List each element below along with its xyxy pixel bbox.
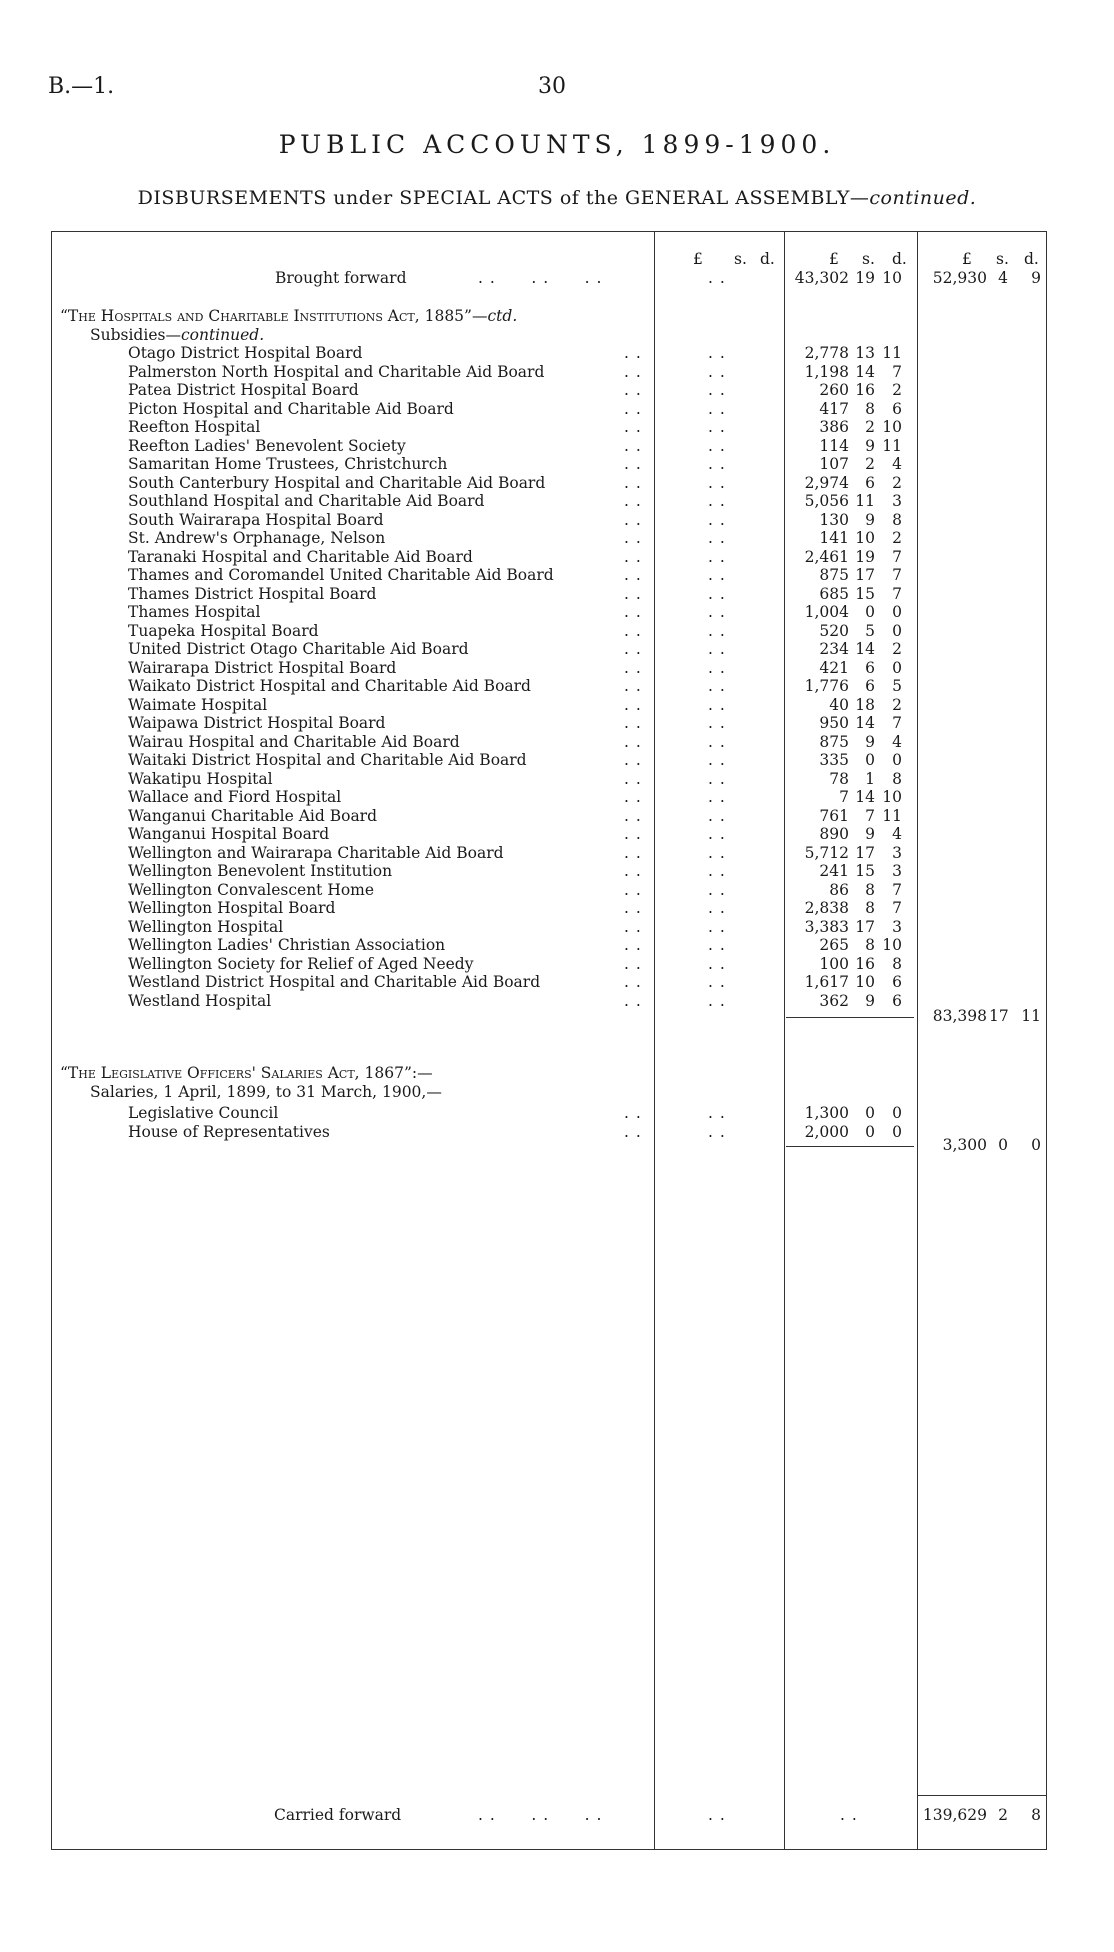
row-leaders: . .	[624, 917, 642, 936]
brought-forward-pence: 10	[882, 269, 902, 287]
row-shillings: 5	[865, 621, 875, 640]
row-pounds: 130	[819, 510, 849, 529]
col3-d-header: d.	[1024, 250, 1039, 268]
row-name: South Wairarapa Hospital Board	[128, 510, 384, 529]
row-pence: 6	[892, 991, 902, 1010]
row-col1-dots: . .	[708, 381, 726, 399]
row-shillings: 9	[865, 436, 875, 455]
col2-pound-header: £	[829, 250, 839, 268]
row-pence: 5	[892, 677, 902, 695]
row-col1-dots: . .	[708, 547, 726, 566]
row-pounds: 5,056	[804, 492, 849, 510]
row-name: Waipawa District Hospital Board	[128, 714, 386, 732]
row-shillings: 6	[865, 677, 875, 695]
row-col1-dots: . .	[708, 991, 726, 1010]
row-name: Thames Hospital	[128, 603, 261, 621]
row-leaders: . .	[624, 695, 642, 714]
row-pounds: 1,198	[804, 362, 849, 381]
row-shillings: 2	[865, 418, 875, 436]
legislative-total-shillings: 0	[998, 1136, 1008, 1154]
row-pence: 4	[892, 455, 902, 473]
row-leaders: . .	[624, 418, 642, 436]
row-leaders: . .	[624, 566, 642, 584]
row-name: Legislative Council	[128, 1104, 279, 1122]
row-pence: 7	[892, 880, 902, 899]
row-name: Wairau Hospital and Charitable Aid Board	[128, 732, 460, 751]
row-name: Wellington Society for Relief of Aged Needy	[128, 954, 474, 973]
row-name: Samaritan Home Trustees, Christchurch	[128, 455, 448, 473]
row-pence: 0	[892, 1104, 902, 1122]
col3-s-header: s.	[996, 250, 1009, 268]
col1-s-header: s.	[734, 250, 747, 268]
row-col1-dots: . .	[708, 436, 726, 455]
row-shillings: 17	[855, 917, 875, 936]
carried-forward-label: Carried forward	[274, 1806, 402, 1824]
page-ref: B.—1.	[48, 74, 115, 99]
row-shillings: 14	[855, 714, 875, 732]
row-name: Wairarapa District Hospital Board	[128, 658, 397, 677]
row-col1-dots: . .	[708, 1122, 726, 1141]
legislative-total-pence: 0	[1031, 1136, 1041, 1154]
row-col1-dots: . .	[708, 843, 726, 862]
row-col1-dots: . .	[708, 899, 726, 917]
subsidies-continued: continued.	[180, 326, 265, 344]
row-shillings: 8	[865, 899, 875, 917]
row-shillings: 15	[855, 862, 875, 880]
row-name: Wanganui Hospital Board	[128, 825, 330, 843]
row-leaders: . .	[624, 603, 642, 621]
subsidies-label: Subsidies—	[90, 326, 181, 344]
carried-forward-pence: 8	[1031, 1806, 1041, 1824]
row-pounds: 2,838	[804, 899, 849, 917]
row-pence: 2	[892, 529, 902, 547]
row-name: Wakatipu Hospital	[128, 769, 273, 788]
row-col1-dots: . .	[708, 880, 726, 899]
row-shillings: 6	[865, 473, 875, 492]
row-pence: 3	[892, 843, 902, 862]
legislative-act-heading: “The Legislative Officers' Salaries Act, 1867”:—	[60, 1064, 433, 1082]
row-pounds: 1,004	[804, 603, 849, 621]
row-pounds: 417	[819, 399, 849, 418]
row-pounds: 2,000	[804, 1122, 849, 1141]
row-col1-dots: . .	[708, 640, 726, 658]
row-pounds: 386	[819, 418, 849, 436]
row-col1-dots: . .	[708, 677, 726, 695]
row-pounds: 362	[819, 991, 849, 1010]
row-col1-dots: . .	[708, 362, 726, 381]
row-shillings: 10	[855, 973, 875, 991]
row-col1-dots: . .	[708, 936, 726, 954]
row-shillings: 13	[855, 344, 875, 362]
row-col1-dots: . .	[708, 584, 726, 603]
row-leaders: . .	[624, 529, 642, 547]
row-name: St. Andrew's Orphanage, Nelson	[128, 529, 386, 547]
row-shillings: 9	[865, 510, 875, 529]
row-name: Tuapeka Hospital Board	[128, 621, 319, 640]
row-shillings: 7	[865, 806, 875, 825]
row-leaders: . .	[624, 455, 642, 473]
row-name: Reefton Ladies' Benevolent Society	[128, 436, 406, 455]
row-pounds: 335	[819, 751, 849, 769]
col3-pound-header: £	[962, 250, 972, 268]
row-pence: 7	[892, 566, 902, 584]
brought-forward-total-pounds: 52,930	[932, 269, 987, 287]
hospitals-subtotal-rule	[786, 1017, 914, 1018]
row-leaders: . .	[624, 510, 642, 529]
row-leaders: . .	[624, 991, 642, 1010]
row-pounds: 3,383	[804, 917, 849, 936]
carried-forward-col2-dots: . .	[840, 1806, 858, 1824]
row-leaders: . .	[624, 658, 642, 677]
row-shillings: 0	[865, 603, 875, 621]
row-pounds: 685	[819, 584, 849, 603]
row-col1-dots: . .	[708, 344, 726, 362]
row-col1-dots: . .	[708, 473, 726, 492]
row-pence: 10	[882, 936, 902, 954]
row-pounds: 100	[819, 954, 849, 973]
row-leaders: . .	[624, 973, 642, 991]
row-name: Wellington and Wairarapa Charitable Aid Board	[128, 843, 504, 862]
row-shillings: 16	[855, 381, 875, 399]
row-name: Picton Hospital and Charitable Aid Board	[128, 399, 454, 418]
brought-forward-col1-dots: . .	[708, 269, 726, 287]
row-leaders: . .	[624, 880, 642, 899]
row-leaders: . .	[624, 788, 642, 806]
row-shillings: 11	[855, 492, 875, 510]
row-col1-dots: . .	[708, 658, 726, 677]
row-col1-dots: . .	[708, 492, 726, 510]
col1-d-header: d.	[760, 250, 775, 268]
row-pounds: 761	[819, 806, 849, 825]
row-pence: 2	[892, 381, 902, 399]
row-name: Reefton Hospital	[128, 418, 261, 436]
row-name: Wellington Ladies' Christian Association	[128, 936, 446, 954]
brought-forward-total-shillings: 4	[998, 269, 1008, 287]
row-leaders: . .	[624, 936, 642, 954]
row-pounds: 107	[819, 455, 849, 473]
row-pounds: 520	[819, 621, 849, 640]
row-col1-dots: . .	[708, 1104, 726, 1122]
row-leaders: . .	[624, 640, 642, 658]
row-leaders: . .	[624, 1122, 642, 1141]
row-name: Waikato District Hospital and Charitable Aid Board	[128, 677, 531, 695]
row-pence: 0	[892, 751, 902, 769]
row-shillings: 14	[855, 788, 875, 806]
carried-forward-pounds: 139,629	[922, 1806, 987, 1824]
row-name: Waimate Hospital	[128, 695, 268, 714]
col1-pound-header: £	[693, 250, 703, 268]
row-pounds: 421	[819, 658, 849, 677]
row-shillings: 14	[855, 362, 875, 381]
row-pence: 8	[892, 954, 902, 973]
row-name: Southland Hospital and Charitable Aid Board	[128, 492, 485, 510]
row-shillings: 9	[865, 732, 875, 751]
row-pence: 7	[892, 547, 902, 566]
page-number: 30	[538, 74, 566, 99]
row-col1-dots: . .	[708, 621, 726, 640]
row-col1-dots: . .	[708, 399, 726, 418]
row-pence: 6	[892, 399, 902, 418]
row-shillings: 8	[865, 399, 875, 418]
row-shillings: 17	[855, 566, 875, 584]
row-col1-dots: . .	[708, 973, 726, 991]
row-leaders: . .	[624, 862, 642, 880]
brought-forward-total-pence: 9	[1031, 269, 1041, 287]
legislative-total-pounds: 3,300	[942, 1136, 987, 1154]
row-name: Otago District Hospital Board	[128, 344, 363, 362]
row-col1-dots: . .	[708, 714, 726, 732]
row-name: Waitaki District Hospital and Charitable Aid Board	[128, 751, 527, 769]
row-col1-dots: . .	[708, 418, 726, 436]
row-shillings: 0	[865, 1104, 875, 1122]
salaries-heading: Salaries, 1 April, 1899, to 31 March, 1900,—	[90, 1083, 442, 1101]
hospitals-act-heading	[60, 307, 517, 325]
row-pence: 10	[882, 418, 902, 436]
row-pence: 0	[892, 1122, 902, 1141]
hospitals-act-title: “The Hospitals and Charitable Institutions Act, 1885”—	[60, 307, 488, 325]
row-shillings: 19	[855, 547, 875, 566]
row-shillings: 9	[865, 825, 875, 843]
row-name: Wallace and Fiord Hospital	[128, 788, 342, 806]
row-name: Wellington Hospital	[128, 917, 284, 936]
row-pounds: 78	[829, 769, 849, 788]
row-shillings: 8	[865, 880, 875, 899]
hospitals-total-shillings: 17	[989, 1007, 1009, 1025]
row-pounds: 2,974	[804, 473, 849, 492]
row-shillings: 16	[855, 954, 875, 973]
row-pounds: 890	[819, 825, 849, 843]
row-pounds: 2,778	[804, 344, 849, 362]
row-name: House of Representatives	[128, 1122, 330, 1141]
row-pounds: 1,776	[804, 677, 849, 695]
row-shillings: 1	[865, 769, 875, 788]
row-pounds: 875	[819, 732, 849, 751]
row-pence: 0	[892, 621, 902, 640]
row-pence: 3	[892, 492, 902, 510]
hospitals-act-ctd: ctd.	[487, 307, 518, 325]
row-col1-dots: . .	[708, 825, 726, 843]
row-pence: 6	[892, 973, 902, 991]
row-shillings: 15	[855, 584, 875, 603]
carried-forward-rule	[918, 1795, 1046, 1796]
page-title: PUBLIC ACCOUNTS, 1899-1900.	[278, 130, 836, 159]
row-pounds: 1,617	[804, 973, 849, 991]
row-pence: 3	[892, 862, 902, 880]
row-name: Wellington Convalescent Home	[128, 880, 375, 899]
row-pounds: 40	[829, 695, 849, 714]
row-pounds: 950	[819, 714, 849, 732]
row-pounds: 5,712	[804, 843, 849, 862]
page-subtitle	[0, 187, 1114, 209]
row-leaders: . .	[624, 1104, 642, 1122]
row-leaders: . .	[624, 954, 642, 973]
row-col1-dots: . .	[708, 732, 726, 751]
legislative-subtotal-rule	[786, 1146, 914, 1147]
row-pence: 4	[892, 732, 902, 751]
col2-s-header: s.	[862, 250, 875, 268]
hospitals-total-pounds: 83,398	[932, 1007, 987, 1025]
row-leaders: . .	[624, 714, 642, 732]
row-pounds: 241	[819, 862, 849, 880]
row-name: Thames District Hospital Board	[128, 584, 377, 603]
row-col1-dots: . .	[708, 455, 726, 473]
row-shillings: 6	[865, 658, 875, 677]
row-shillings: 0	[865, 1122, 875, 1141]
column-divider-1	[654, 231, 655, 1849]
row-leaders: . .	[624, 732, 642, 751]
row-name: Wellington Benevolent Institution	[128, 862, 393, 880]
row-col1-dots: . .	[708, 510, 726, 529]
row-shillings: 2	[865, 455, 875, 473]
row-col1-dots: . .	[708, 566, 726, 584]
row-pence: 4	[892, 825, 902, 843]
row-leaders: . .	[624, 362, 642, 381]
row-pence: 0	[892, 658, 902, 677]
row-pence: 2	[892, 640, 902, 658]
row-name: Palmerston North Hospital and Charitable Aid Board	[128, 362, 545, 381]
row-leaders: . .	[624, 751, 642, 769]
row-leaders: . .	[624, 843, 642, 862]
row-shillings: 0	[865, 751, 875, 769]
row-col1-dots: . .	[708, 788, 726, 806]
brought-forward-pounds: 43,302	[794, 269, 849, 287]
row-leaders: . .	[624, 547, 642, 566]
row-pence: 7	[892, 714, 902, 732]
row-pence: 11	[882, 436, 902, 455]
row-name: Wellington Hospital Board	[128, 899, 336, 917]
row-leaders: . .	[624, 436, 642, 455]
row-leaders: . .	[624, 806, 642, 825]
row-name: South Canterbury Hospital and Charitable Aid Board	[128, 473, 546, 492]
subtitle-main: DISBURSEMENTS under SPECIAL ACTS of the GENERAL ASSEMBLY—	[137, 187, 870, 209]
row-leaders: . .	[624, 899, 642, 917]
row-pence: 8	[892, 769, 902, 788]
row-leaders: . .	[624, 399, 642, 418]
row-shillings: 8	[865, 936, 875, 954]
row-name: United District Otago Charitable Aid Board	[128, 640, 469, 658]
subtitle-continued: continued.	[869, 187, 977, 209]
row-leaders: . .	[624, 344, 642, 362]
row-shillings: 17	[855, 843, 875, 862]
row-col1-dots: . .	[708, 529, 726, 547]
row-name: Thames and Coromandel United Charitable Aid Board	[128, 566, 554, 584]
carried-forward-col1-dots: . .	[708, 1806, 726, 1824]
row-name: Wanganui Charitable Aid Board	[128, 806, 378, 825]
row-col1-dots: . .	[708, 603, 726, 621]
col2-d-header: d.	[892, 250, 907, 268]
row-pounds: 141	[819, 529, 849, 547]
row-leaders: . .	[624, 584, 642, 603]
row-pence: 8	[892, 510, 902, 529]
row-leaders: . .	[624, 381, 642, 399]
hospitals-total-pence: 11	[1021, 1007, 1041, 1025]
row-pounds: 265	[819, 936, 849, 954]
row-leaders: . .	[624, 677, 642, 695]
row-pence: 0	[892, 603, 902, 621]
row-col1-dots: . .	[708, 917, 726, 936]
row-pounds: 1,300	[804, 1104, 849, 1122]
row-pounds: 86	[829, 880, 849, 899]
row-leaders: . .	[624, 769, 642, 788]
row-shillings: 10	[855, 529, 875, 547]
row-pence: 10	[882, 788, 902, 806]
row-pence: 11	[882, 806, 902, 825]
carried-forward-shillings: 2	[998, 1806, 1008, 1824]
subsidies-heading	[90, 326, 264, 344]
row-leaders: . .	[624, 473, 642, 492]
row-pence: 3	[892, 917, 902, 936]
brought-forward-label: Brought forward	[275, 269, 407, 287]
row-pence: 7	[892, 899, 902, 917]
row-pounds: 7	[839, 788, 849, 806]
row-col1-dots: . .	[708, 954, 726, 973]
row-pence: 2	[892, 473, 902, 492]
row-shillings: 18	[855, 695, 875, 714]
row-shillings: 14	[855, 640, 875, 658]
brought-forward-shillings: 19	[855, 269, 875, 287]
row-name: Taranaki Hospital and Charitable Aid Board	[128, 547, 473, 566]
row-leaders: . .	[624, 621, 642, 640]
row-col1-dots: . .	[708, 862, 726, 880]
brought-forward-leaders: . . . . . .	[478, 269, 603, 287]
row-pounds: 260	[819, 381, 849, 399]
carried-forward-leaders: . . . . . .	[478, 1806, 603, 1824]
row-pence: 11	[882, 344, 902, 362]
row-shillings: 9	[865, 991, 875, 1010]
row-name: Westland Hospital	[128, 991, 272, 1010]
row-col1-dots: . .	[708, 751, 726, 769]
row-leaders: . .	[624, 492, 642, 510]
row-pounds: 2,461	[804, 547, 849, 566]
column-divider-3	[917, 231, 918, 1849]
row-col1-dots: . .	[708, 769, 726, 788]
row-pounds: 234	[819, 640, 849, 658]
row-pence: 2	[892, 695, 902, 714]
row-name: Patea District Hospital Board	[128, 381, 359, 399]
row-pounds: 875	[819, 566, 849, 584]
row-col1-dots: . .	[708, 806, 726, 825]
row-pounds: 114	[819, 436, 849, 455]
row-pence: 7	[892, 362, 902, 381]
row-name: Westland District Hospital and Charitable Aid Board	[128, 973, 541, 991]
row-leaders: . .	[624, 825, 642, 843]
row-col1-dots: . .	[708, 695, 726, 714]
row-pence: 7	[892, 584, 902, 603]
